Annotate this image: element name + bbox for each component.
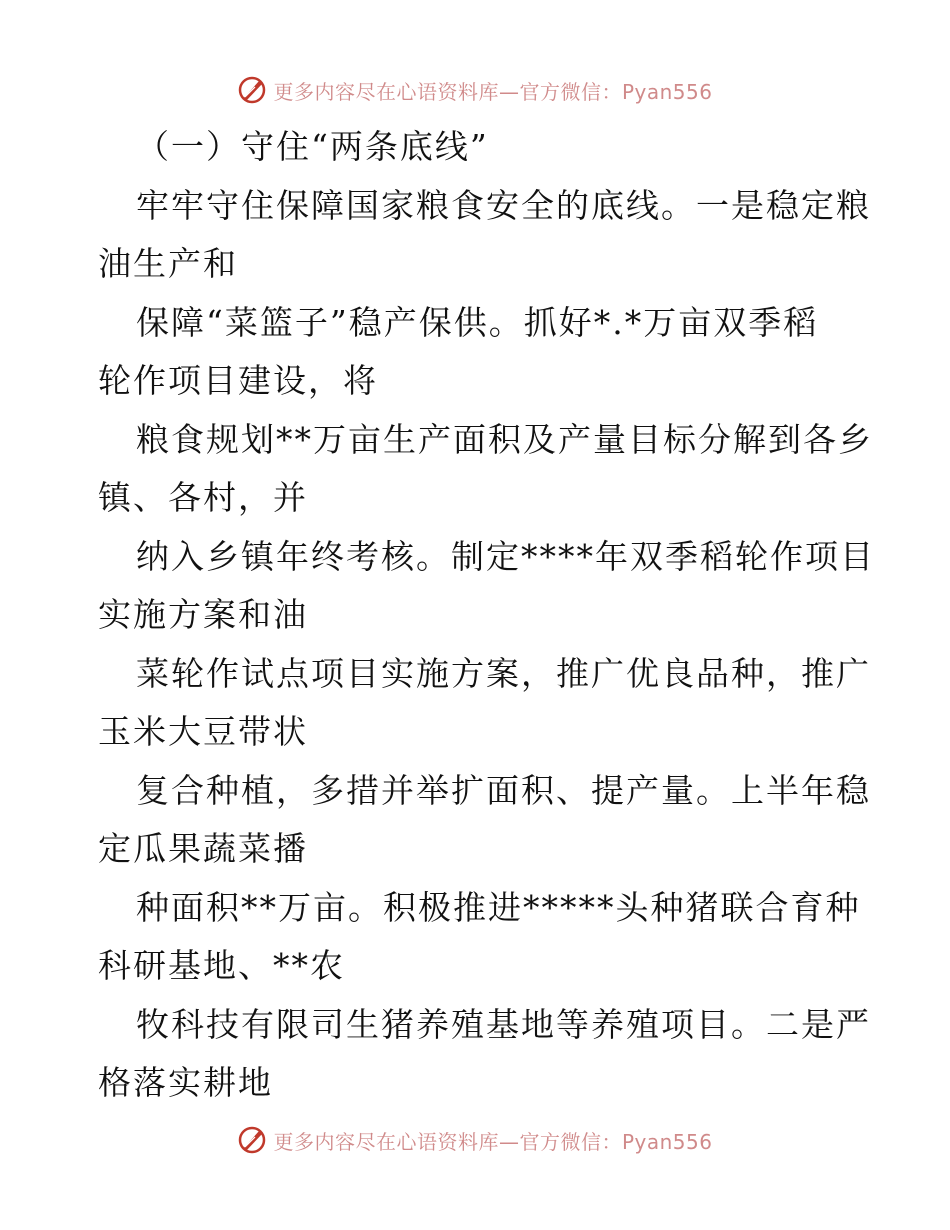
paragraph-line: 牧科技有限司生猪养殖基地等养殖项目。二是严 <box>136 1004 871 1044</box>
paragraph-line: 轮作项目建设，将 <box>98 361 378 400</box>
paragraph-line: 实施方案和油 <box>98 595 308 634</box>
header-banner <box>0 70 950 110</box>
paragraph-line: 保障“菜篮子”稳产保供。抓好*.*万亩双季稻 <box>136 302 819 342</box>
paragraph-line: 牢牢守住保障国家粮食安全的底线。一是稳定粮 <box>136 185 871 225</box>
paragraph-line: 玉米大豆带状 <box>98 712 308 751</box>
quill-logo-icon <box>237 1125 267 1155</box>
paragraph-line: 纳入乡镇年终考核。制定****年双季稻轮作项目 <box>136 536 875 576</box>
footer-banner <box>0 1120 950 1160</box>
section-heading: （一）守住“两条底线” <box>136 127 489 166</box>
paragraph-line: 定瓜果蔬菜播 <box>98 829 308 868</box>
paragraph-line: 镇、各村，并 <box>98 478 308 517</box>
paragraph-line: 科研基地、**农 <box>98 946 345 985</box>
document-body <box>98 118 875 1113</box>
footer-banner-text: 更多内容尽在心语资料库—官方微信：Pyan556 <box>273 1129 713 1154</box>
paragraph-line: 格落实耕地 <box>98 1063 273 1102</box>
paragraph-line: 复合种植，多措并举扩面积、提产量。上半年稳 <box>136 770 871 810</box>
paragraph-line: 油生产和 <box>98 244 238 283</box>
header-banner-text: 更多内容尽在心语资料库—官方微信：Pyan556 <box>273 79 713 104</box>
quill-logo-icon <box>237 75 267 105</box>
paragraph-line: 菜轮作试点项目实施方案，推广优良品种，推广 <box>136 653 871 693</box>
paragraph-line: 种面积**万亩。积极推进*****头种猪联合育种 <box>136 887 861 927</box>
paragraph-line: 粮食规划**万亩生产面积及产量目标分解到各乡 <box>136 419 873 459</box>
